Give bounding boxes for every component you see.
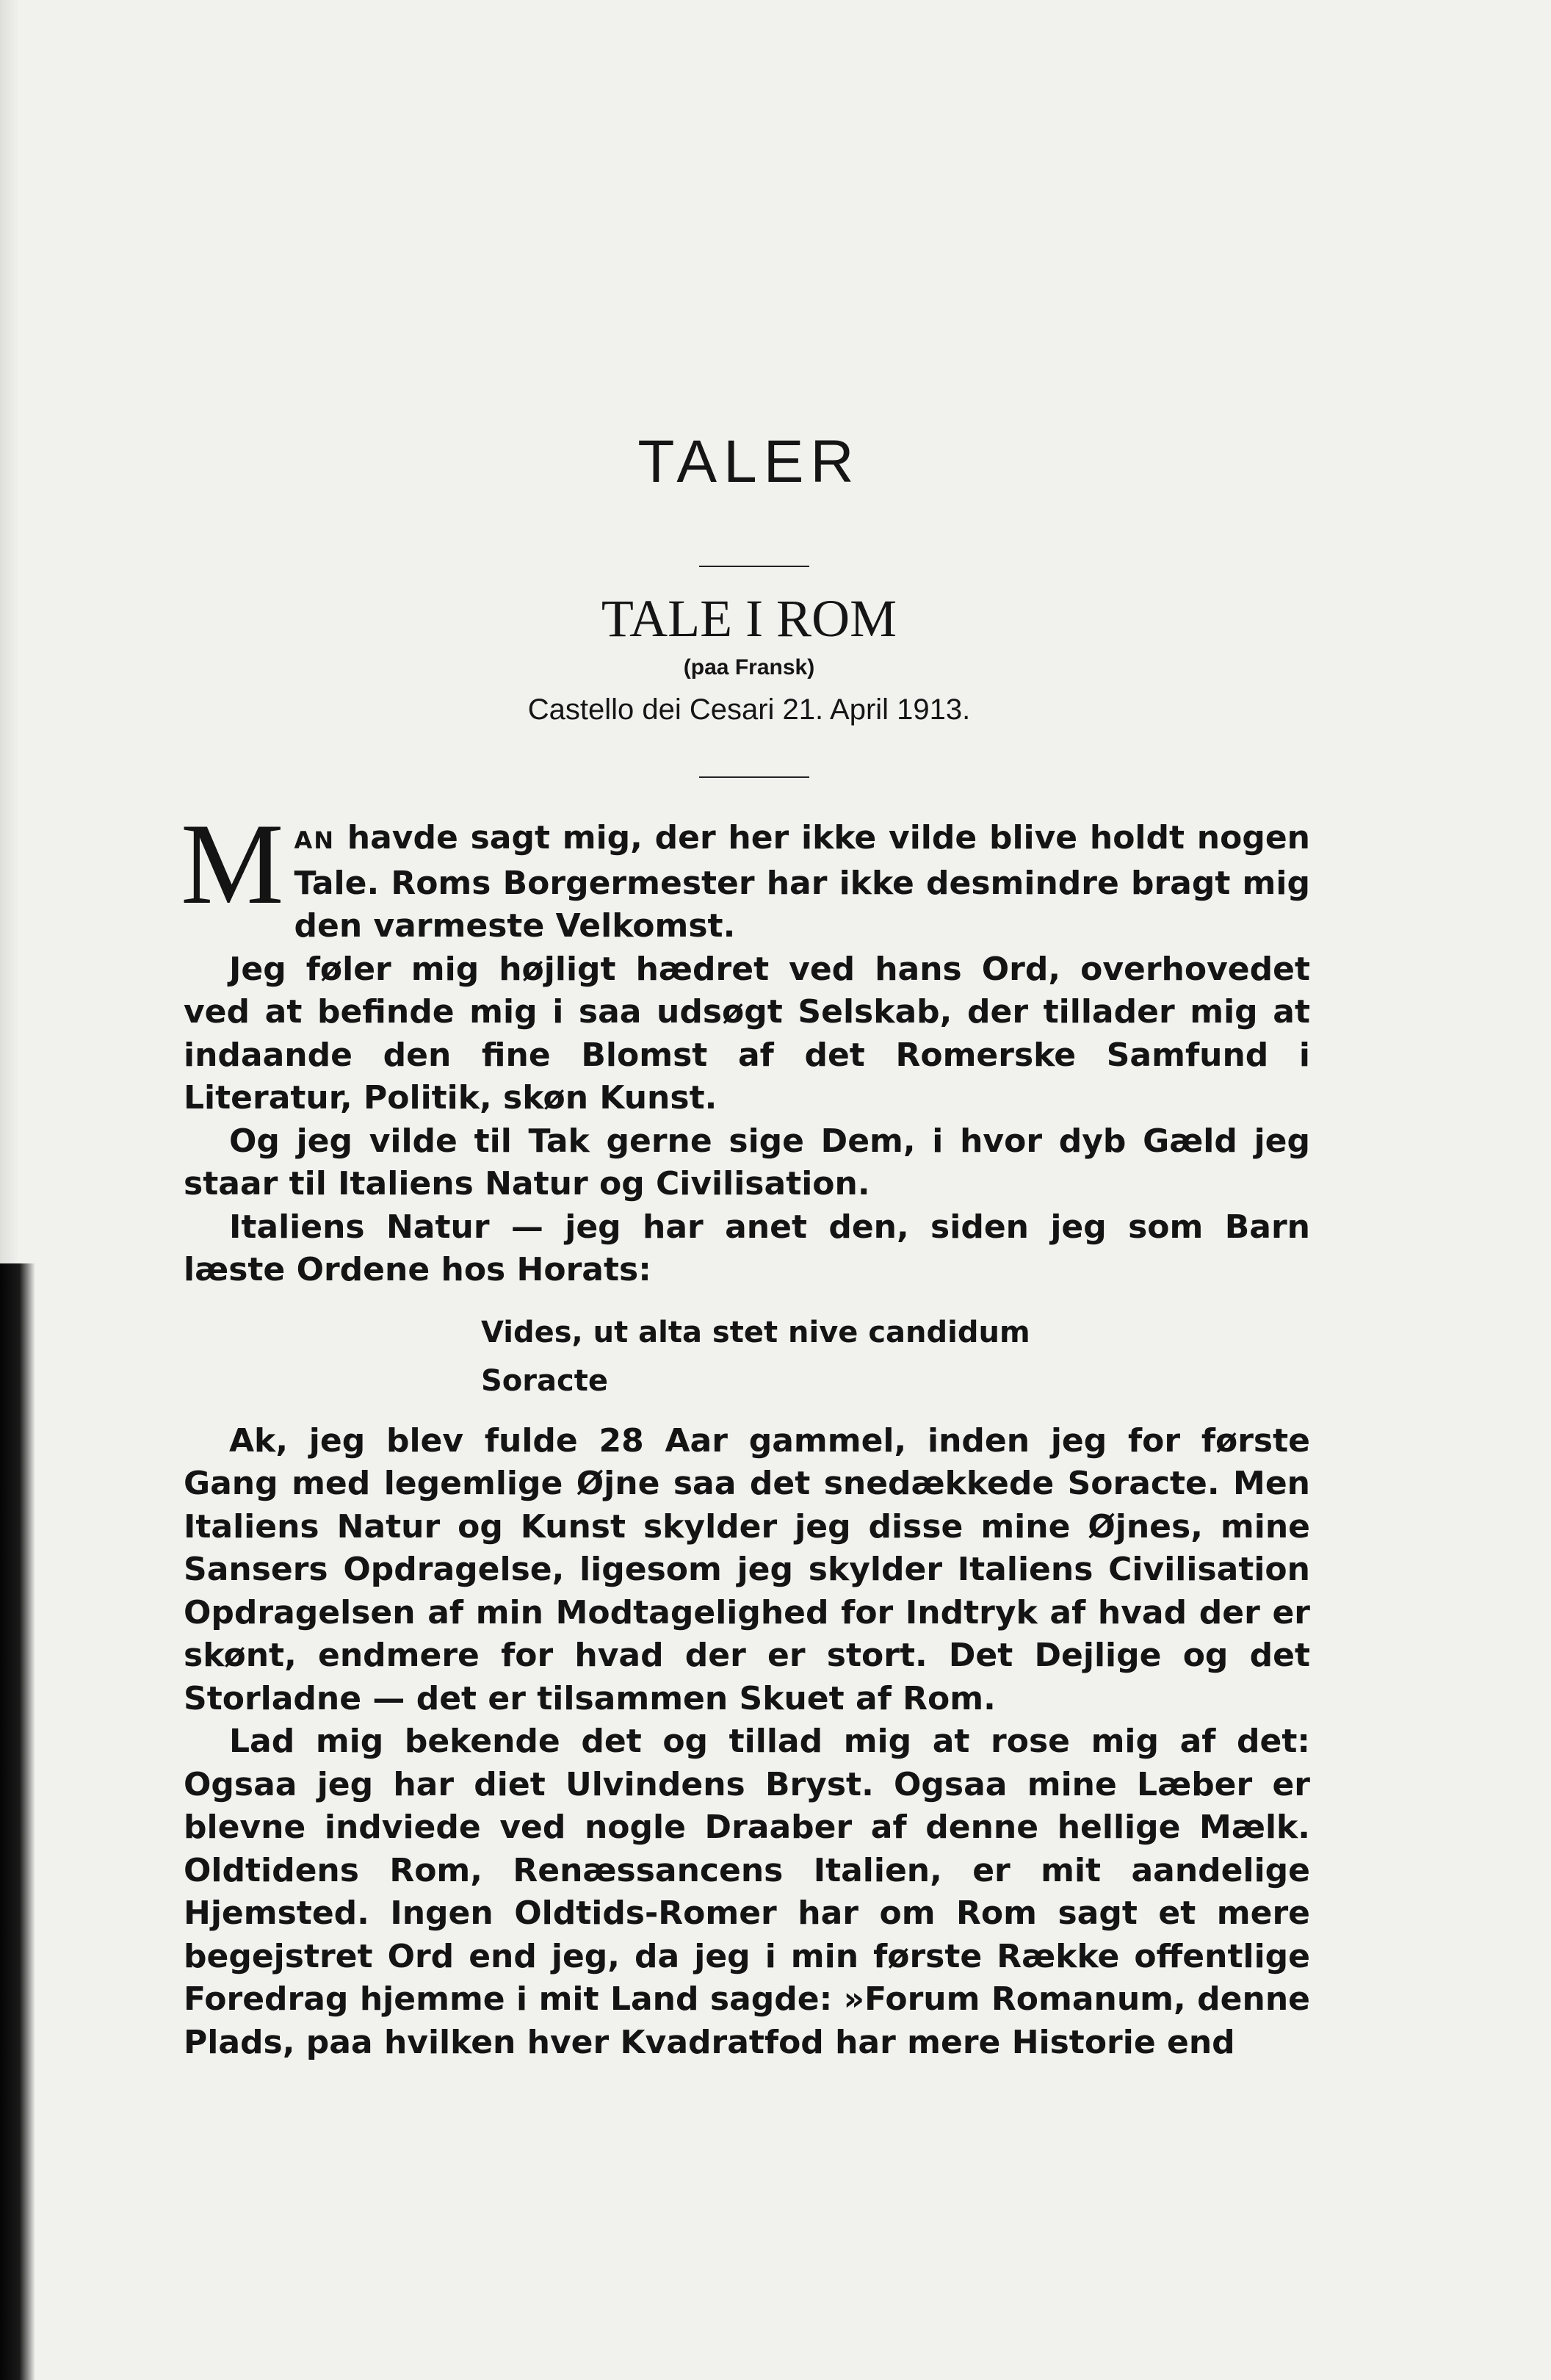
verse-quote: [481, 1308, 1310, 1405]
small-caps-text: AN: [294, 826, 336, 854]
paragraph: Og jeg vilde til Tak gerne sige Dem, i hvor dyb Gæld jeg staar til Italiens Natur og Civilisation.: [184, 1122, 1310, 1202]
verse-line: Vides, ut alta stet nive candidum: [481, 1315, 1030, 1349]
divider-rule: [699, 776, 809, 778]
speech-title: TALE I ROM: [601, 589, 897, 648]
paragraph: Jeg føler mig højligt hædret ved hans Ord, overhovedet ved at befinde mig i saa udsøgt Selskab, der tillader mig at indaande den fine Blomst af det Romerske Samfund i Literatur, Politik, skøn Kunst.: [184, 950, 1310, 1117]
paragraph: Ak, jeg blev fulde 28 Aar gammel, inden jeg for første Gang med legemlige Øjne saa det snedækkede Soracte. Men Italiens Natur og Kunst skylder jeg disse mine Øjnes, mine Sansers Opdragelse, ligesom jeg skylder Italiens Civilisation Opdragelsen af min Modtagelighed for Indtryk af hvad der er skønt, endmere for hvad der er stort. Det Dejlige og det Storladne — det er tilsammen Skuet af Rom.: [184, 1421, 1310, 1717]
speech-body: [181, 800, 1310, 2064]
paragraph: Lad mig bekende det og tillad mig at rose mig af det: Ogsaa jeg har diet Ulvindens Bryst. Ogsaa mine Læber er blevne indviede ved nogle Draaber af denne hellige Mælk. Oldtidens Rom, Renæssancens Italien, er mit aandelige Hjemsted. Ingen Oldtids-Romer har om Rom sagt et mere begejstret Ord end jeg, da jeg i min første Række offentlige Foredrag hjemme i mit Land sagde: »Forum Romanum, denne Plads, paa hvilken hver Kvadratfod har mere Historie end: [184, 1723, 1310, 2061]
section-title: TALER: [637, 428, 861, 495]
language-note: (paa Fransk): [683, 655, 815, 679]
drop-cap: M: [181, 800, 284, 928]
verse-line: Soracte: [481, 1363, 608, 1398]
divider-rule: [699, 566, 809, 567]
scan-edge-shadow: [0, 1263, 35, 2380]
paragraph: [181, 800, 1310, 948]
paragraph-text: havde sagt mig, der her ikke vilde blive holdt nogen Tale. Roms Borgermester har ikke desmindre bragt mig den varmeste Velkomst.: [294, 819, 1310, 945]
paragraph: Italiens Natur — jeg har anet den, siden jeg som Barn læste Ordene hos Horats:: [184, 1208, 1310, 1288]
place-date: Castello dei Cesari 21. April 1913.: [527, 693, 971, 726]
